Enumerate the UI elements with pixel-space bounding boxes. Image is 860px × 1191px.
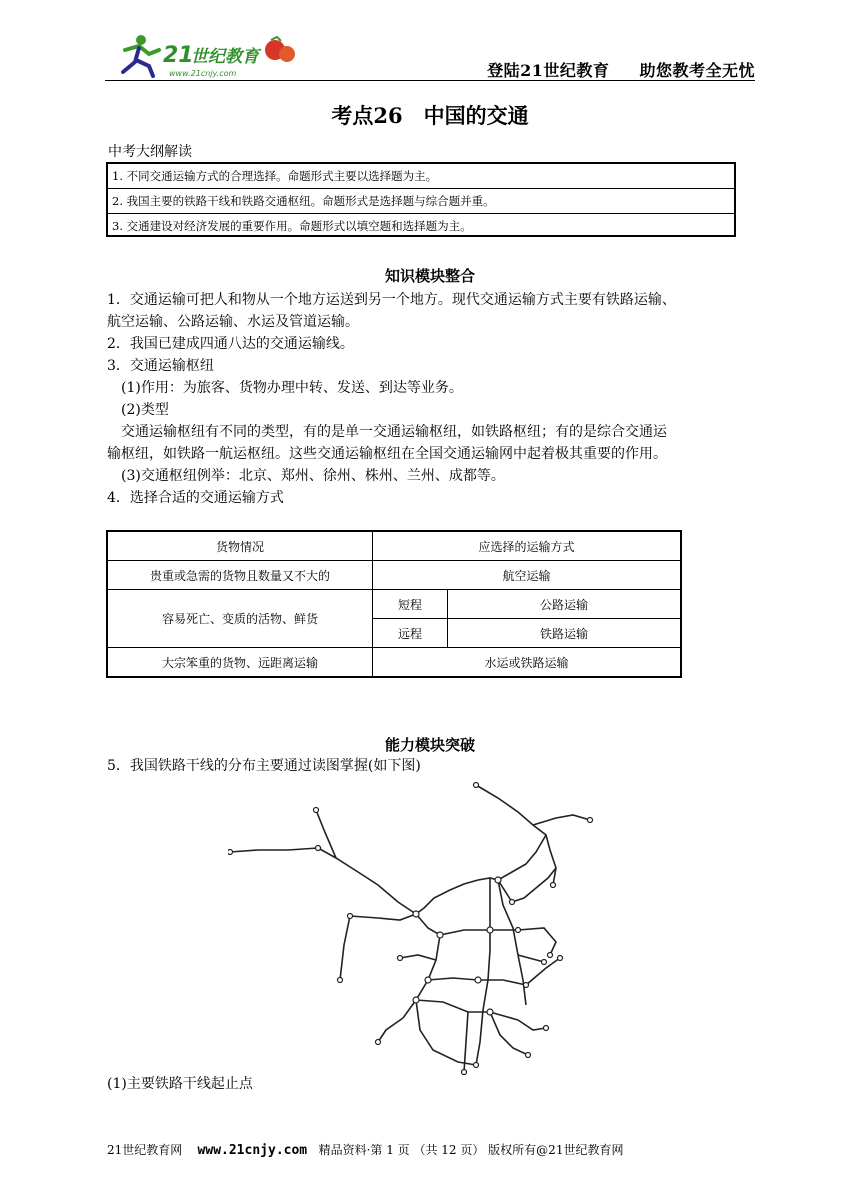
outline-item: 2. 我国主要的铁路干线和铁路交通枢纽。命题形式是选择题与综合题并重。 xyxy=(108,189,734,214)
table-cell: 铁路运输 xyxy=(448,619,682,648)
para-3-3: (3)交通枢纽例举：北京、郑州、徐州、株州、兰州、成都等。 xyxy=(121,468,505,484)
logo-21cnjy xyxy=(105,28,305,80)
para-4: 4．选择合适的交通运输方式 xyxy=(107,490,284,506)
svg-text:www.21cnjy.com: www.21cnjy.com xyxy=(169,69,237,78)
footer-site: 21世纪教育网 xyxy=(107,1143,183,1157)
para-3-1: (1)作用：为旅客、货物办理中转、发送、到达等业务。 xyxy=(121,380,463,396)
page-title: 考点26 中国的交通 xyxy=(331,103,529,128)
outline-heading: 中考大纲解读 xyxy=(108,144,192,160)
para-3-2: (2)类型 xyxy=(121,402,169,418)
knowledge-title: 知识模块整合 xyxy=(384,267,475,285)
para-3: 3．交通运输枢纽 xyxy=(107,358,214,374)
para-3-2b: 输枢纽，如铁路一航运枢纽。这些交通运输枢纽在全国交通运输网中起着极其重要的作用。 xyxy=(107,446,667,462)
para-5: 5．我国铁路干线的分布主要通过读图掌握(如下图) xyxy=(107,758,421,774)
header-divider xyxy=(105,80,755,81)
table-cell: 容易死亡、变质的活物、鲜货 xyxy=(107,590,373,648)
ability-title: 能力模块突破 xyxy=(384,736,475,754)
table-header-row xyxy=(107,531,681,561)
header-slogan xyxy=(463,58,755,81)
table-cell: 水运或铁路运输 xyxy=(373,648,682,678)
outline-box xyxy=(106,162,736,237)
table-row xyxy=(107,648,681,678)
table-header: 应选择的运输方式 xyxy=(373,531,682,561)
table-header: 货物情况 xyxy=(107,531,373,561)
footer-url: www.21cnjy.com xyxy=(197,1143,308,1158)
table-cell: 公路运输 xyxy=(448,590,682,619)
para-5-1: (1)主要铁路干线起止点 xyxy=(107,1076,253,1092)
table-cell: 航空运输 xyxy=(373,561,682,590)
outline-item: 3. 交通建设对经济发展的重要作用。命题形式以填空题和选择题为主。 xyxy=(112,219,472,233)
page-header xyxy=(105,28,755,84)
knowledge-body xyxy=(107,289,757,509)
table-cell: 短程 xyxy=(373,590,448,619)
svg-text:21: 21 xyxy=(163,43,194,68)
slogan-login: 登陆21世纪教育 xyxy=(487,61,610,80)
footer-rest: 精品资料·第 1 页 （共 12 页） 版权所有@21世纪教育网 xyxy=(318,1143,624,1157)
logo-text: 世纪教育 xyxy=(191,47,259,67)
slogan-help: 助您教考全无忧 xyxy=(639,61,755,80)
table-row xyxy=(107,590,681,619)
para-1a: 1．交通运输可把人和物从一个地方运送到另一个地方。现代交通运输方式主要有铁路运输、 xyxy=(107,292,676,308)
table-cell: 大宗笨重的货物、远距离运输 xyxy=(107,648,373,678)
para-1b: 航空运输、公路运输、水运及管道运输。 xyxy=(107,314,359,330)
page-footer xyxy=(107,1141,623,1158)
table-cell: 远程 xyxy=(373,619,448,648)
para-2: 2．我国已建成四通八达的交通运输线。 xyxy=(107,336,354,352)
table-row xyxy=(107,561,681,590)
table-cell: 贵重或急需的货物且数量又不大的 xyxy=(107,561,373,590)
railway-map xyxy=(228,780,628,1075)
para-3-2a: 交通运输枢纽有不同的类型，有的是单一交通运输枢纽，如铁路枢纽；有的是综合交通运 xyxy=(121,424,667,440)
outline-item: 1. 不同交通运输方式的合理选择。命题形式主要以选择题为主。 xyxy=(108,164,734,189)
transport-table xyxy=(106,530,682,678)
